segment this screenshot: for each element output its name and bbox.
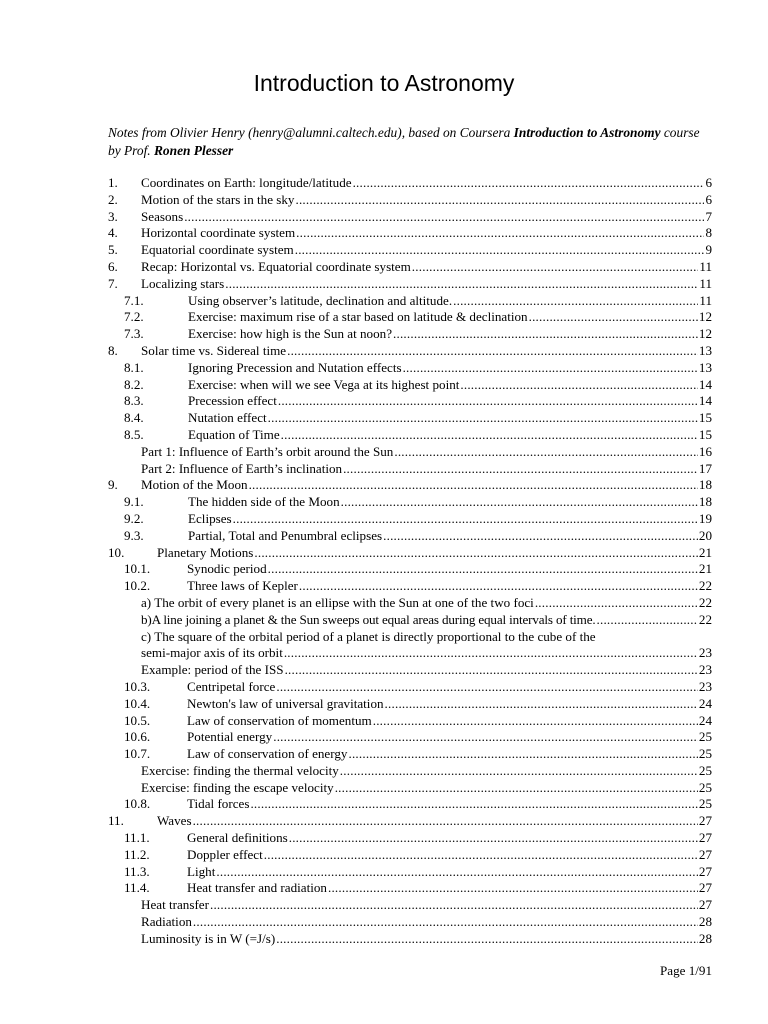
toc-leader-dots — [276, 931, 698, 948]
toc-leader-dots — [250, 796, 697, 813]
professor-name: Ronen Plesser — [154, 143, 234, 158]
toc-entry[interactable] — [108, 696, 712, 713]
toc-entry-page: 11 — [699, 258, 712, 274]
toc-leader-dots — [460, 377, 698, 394]
toc-leader-dots — [393, 326, 698, 343]
toc-entry-number: 10.6. — [124, 729, 151, 745]
toc-entry[interactable] — [108, 662, 712, 679]
toc-entry[interactable] — [108, 360, 712, 377]
toc-entry-number: 7.2. — [124, 309, 144, 325]
toc-entry-page: 7 — [705, 208, 712, 224]
toc-entry-title: Motion of the stars in the sky — [141, 191, 295, 207]
toc-entry-page: 15 — [698, 426, 712, 442]
toc-entry-title: Nutation effect — [188, 410, 267, 426]
toc-leader-dots — [281, 427, 698, 444]
toc-entry-title: b)A line joining a planet & the Sun sweeps out equal areas during equal intervals of time. — [141, 611, 596, 627]
toc-entry[interactable] — [108, 578, 712, 595]
toc-entry-number: 11.4. — [124, 880, 150, 896]
toc-entry-page: 14 — [698, 376, 712, 392]
toc-entry[interactable] — [108, 880, 712, 897]
toc-entry-title: General definitions — [187, 830, 288, 846]
toc-entry[interactable] — [108, 813, 712, 830]
toc-entry-title: Recap: Horizontal vs. Equatorial coordinate system — [141, 258, 411, 274]
toc-entry-title: Equatorial coordinate system — [141, 242, 294, 258]
toc-entry[interactable] — [108, 561, 712, 578]
toc-entry-title: Centripetal force — [187, 678, 276, 694]
toc-entry-page: 12 — [698, 309, 712, 325]
toc-entry[interactable] — [108, 796, 712, 813]
toc-leader-dots — [193, 914, 698, 931]
toc-entry-title: Law of conservation of energy — [187, 746, 348, 762]
notes-middle: course by Prof. — [108, 125, 700, 158]
toc-entry[interactable] — [108, 309, 712, 326]
toc-entry-title: Synodic period — [187, 561, 267, 577]
toc-entry-number: 10.5. — [124, 712, 151, 728]
toc-entry-number: 9.1. — [124, 494, 144, 510]
toc-entry[interactable] — [108, 511, 712, 528]
toc-entry-page: 18 — [698, 494, 712, 510]
toc-entry-number: 3. — [108, 208, 118, 224]
toc-entry[interactable] — [108, 343, 712, 360]
toc-leader-dots — [296, 225, 704, 242]
toc-entry-title: a) The orbit of every planet is an ellipse with the Sun at one of the two foci — [141, 594, 534, 610]
toc-leader-dots — [278, 393, 698, 410]
toc-entry-page: 25 — [698, 746, 712, 762]
toc-entry-title: Horizontal coordinate system — [141, 225, 296, 241]
toc-entry[interactable] — [108, 393, 712, 410]
toc-entry-number: 10.4. — [124, 695, 151, 711]
toc-entry-title: Tidal forces — [187, 796, 250, 812]
toc-entry-page: 21 — [698, 561, 712, 577]
toc-leader-dots — [348, 746, 697, 763]
toc-leader-dots — [340, 763, 698, 780]
toc-entry-title: Exercise: maximum rise of a star based on latitude & declination — [188, 309, 528, 325]
toc-leader-dots — [225, 276, 698, 293]
toc-entry-title: Waves — [157, 813, 192, 829]
toc-entry-title: Luminosity is in W (=J/s) — [141, 930, 276, 946]
toc-entry-title: Part 1: Influence of Earth’s orbit around the Sun — [141, 443, 394, 459]
toc-entry[interactable] — [108, 746, 712, 763]
toc-leader-dots — [328, 880, 698, 897]
toc-entry-number: 11.3. — [124, 863, 150, 879]
toc-leader-dots — [268, 410, 698, 427]
toc-entry-title: Seasons — [141, 208, 184, 224]
toc-entry-wrapped-line: c) The square of the orbital period of a planet is directly proportional to the cube of the — [141, 628, 596, 644]
toc-entry-page: 27 — [698, 863, 712, 879]
toc-entry-page: 23 — [698, 645, 712, 661]
toc-entry-title: Doppler effect — [187, 846, 263, 862]
toc-entry[interactable] — [108, 192, 712, 209]
toc-entry[interactable] — [108, 276, 712, 293]
toc-leader-dots — [249, 477, 698, 494]
toc-entry[interactable] — [108, 595, 712, 612]
toc-entry[interactable] — [108, 612, 712, 629]
toc-entry-number: 2. — [108, 191, 118, 207]
toc-entry-title: Planetary Motions — [157, 544, 254, 560]
toc-entry-number: 4. — [108, 225, 118, 241]
toc-entry-number: 8.5. — [124, 426, 144, 442]
toc-entry-title: Coordinates on Earth: longitude/latitude — [141, 175, 352, 190]
toc-leader-dots — [233, 511, 698, 528]
toc-entry[interactable] — [108, 729, 712, 746]
toc-entry-page: 9 — [705, 242, 712, 258]
toc-leader-dots — [529, 309, 698, 326]
toc-entry-number: 11. — [108, 813, 124, 829]
author-notes — [108, 124, 708, 160]
toc-entry[interactable] — [108, 444, 712, 461]
toc-entry[interactable] — [108, 780, 712, 797]
toc-entry-page: 11 — [699, 292, 712, 308]
toc-entry-number: 1. — [108, 175, 118, 190]
toc-entry-page: 23 — [698, 678, 712, 694]
toc-leader-dots — [210, 897, 698, 914]
toc-entry-number: 6. — [108, 258, 118, 274]
toc-entry[interactable] — [108, 259, 712, 276]
toc-entry-number: 9.3. — [124, 527, 144, 543]
toc-entry-title: Precession effect — [188, 393, 277, 409]
toc-entry-page: 6 — [705, 191, 712, 207]
toc-entry-title: Law of conservation of momentum — [187, 712, 372, 728]
toc-leader-dots — [299, 578, 698, 595]
toc-entry-number: 5. — [108, 242, 118, 258]
toc-entry-page: 22 — [698, 578, 712, 594]
toc-entry-page: 21 — [698, 544, 712, 560]
toc-entry-page: 18 — [698, 477, 712, 493]
toc-leader-dots — [268, 561, 698, 578]
toc-entry-title: Exercise: finding the escape velocity — [141, 779, 334, 795]
toc-entry-page: 25 — [698, 729, 712, 745]
toc-entry[interactable] — [108, 931, 712, 948]
toc-entry[interactable] — [108, 427, 712, 444]
toc-entry[interactable] — [108, 830, 712, 847]
toc-entry-number: 10.8. — [124, 796, 151, 812]
toc-entry-page: 20 — [698, 527, 712, 543]
toc-entry[interactable] — [108, 477, 712, 494]
toc-entry-title: Radiation — [141, 914, 192, 930]
toc-entry[interactable] — [108, 175, 712, 192]
toc-entry-page: 14 — [698, 393, 712, 409]
toc-entry-page: 27 — [698, 830, 712, 846]
toc-entry-title: Part 2: Influence of Earth’s inclination — [141, 460, 343, 476]
toc-entry[interactable] — [108, 528, 712, 545]
toc-entry-number: 10.7. — [124, 746, 151, 762]
toc-entry-title: Ignoring Precession and Nutation effects — [188, 359, 402, 375]
toc-leader-dots — [184, 209, 704, 226]
toc-entry-number: 9. — [108, 477, 118, 493]
toc-entry-page: 23 — [698, 662, 712, 678]
toc-entry[interactable] — [108, 545, 712, 562]
toc-entry[interactable] — [108, 494, 712, 511]
toc-entry-page: 28 — [698, 914, 712, 930]
toc-entry-number: 8.3. — [124, 393, 144, 409]
toc-leader-dots — [453, 293, 698, 310]
toc-entry-title: Exercise: when will we see Vega at its highest point — [188, 376, 460, 392]
toc-entry-page: 19 — [698, 510, 712, 526]
toc-entry-number: 8.1. — [124, 359, 144, 375]
toc-leader-dots — [264, 847, 698, 864]
toc-entry-number: 10. — [108, 544, 125, 560]
toc-entry-page: 27 — [698, 880, 712, 896]
toc-entry-number: 8.4. — [124, 410, 144, 426]
toc-leader-dots — [373, 713, 698, 730]
toc-entry[interactable] — [108, 679, 712, 696]
toc-entry-title: Solar time vs. Sidereal time — [141, 342, 287, 358]
toc-entry[interactable] — [108, 377, 712, 394]
course-name: Introduction to Astronomy — [513, 125, 661, 140]
toc-entry[interactable] — [108, 897, 712, 914]
toc-entry-title: Motion of the Moon — [141, 477, 248, 493]
toc-entry-title: Potential energy — [187, 729, 273, 745]
toc-leader-dots — [343, 461, 698, 478]
toc-entry-page: 24 — [698, 695, 712, 711]
toc-entry-page: 12 — [698, 326, 712, 342]
toc-leader-dots — [535, 595, 698, 612]
toc-entry-page: 25 — [698, 796, 712, 812]
toc-entry-page: 8 — [705, 225, 712, 241]
toc-entry-title: Eclipses — [188, 510, 232, 526]
toc-entry-number: 7. — [108, 275, 118, 291]
toc-entry-number: 11.1. — [124, 830, 150, 846]
toc-leader-dots — [284, 645, 698, 662]
toc-entry[interactable] — [108, 847, 712, 864]
toc-leader-dots — [287, 343, 698, 360]
toc-entry-title: Partial, Total and Penumbral eclipses — [188, 527, 383, 543]
toc-entry-page: 27 — [698, 813, 712, 829]
toc-entry-number: 7.1. — [124, 292, 144, 308]
toc-leader-dots — [295, 242, 705, 259]
toc-entry-page: 13 — [698, 342, 712, 358]
toc-entry-page: 24 — [698, 712, 712, 728]
toc-entry[interactable] — [108, 763, 712, 780]
toc-entry[interactable] — [108, 410, 712, 427]
toc-leader-dots — [289, 830, 698, 847]
page-number-footer: Page 1/91 — [659, 963, 712, 978]
toc-entry-title: Heat transfer and radiation — [187, 880, 327, 896]
toc-entry-page: 16 — [698, 443, 712, 459]
toc-leader-dots — [335, 780, 698, 797]
toc-leader-dots — [383, 528, 698, 545]
toc-entry-number: 8.2. — [124, 376, 144, 392]
toc-leader-dots — [412, 259, 699, 276]
toc-leader-dots — [193, 813, 698, 830]
toc-entry[interactable] — [108, 864, 712, 881]
toc-entry[interactable] — [108, 225, 712, 242]
toc-entry-page: 6 — [705, 175, 712, 190]
document-title: Introduction to Astronomy — [253, 70, 515, 96]
toc-entry-page: 25 — [698, 762, 712, 778]
toc-entry-title: semi-major axis of its orbit — [141, 645, 283, 661]
toc-leader-dots — [394, 444, 698, 461]
toc-entry-page: 15 — [698, 410, 712, 426]
toc-entry-page: 11 — [699, 275, 712, 291]
toc-leader-dots — [341, 494, 698, 511]
toc-leader-dots — [273, 729, 698, 746]
toc-entry-title: Exercise: how high is the Sun at noon? — [188, 326, 393, 342]
toc-entry[interactable] — [108, 713, 712, 730]
toc-leader-dots — [385, 696, 698, 713]
toc-entry-page: 27 — [698, 846, 712, 862]
toc-entry-title: Localizing stars — [141, 275, 225, 291]
toc-entry-title: Light — [187, 863, 216, 879]
toc-entry[interactable] — [108, 242, 712, 259]
toc-leader-dots — [216, 864, 698, 881]
toc-entry-title: Example: period of the ISS — [141, 662, 284, 678]
toc-entry-title: Heat transfer — [141, 897, 209, 913]
toc-entry-number: 10.2. — [124, 578, 151, 594]
toc-entry-title: The hidden side of the Moon — [188, 494, 340, 510]
toc-leader-dots — [285, 662, 698, 679]
toc-entry-title: Using observer’s latitude, declination and altitude. — [188, 292, 453, 308]
toc-leader-dots — [254, 545, 698, 562]
toc-entry[interactable] — [108, 645, 712, 662]
toc-entry-page: 27 — [698, 897, 712, 913]
toc-entry-number: 8. — [108, 342, 118, 358]
table-of-contents — [108, 175, 712, 948]
toc-entry-title: Equation of Time — [188, 426, 280, 442]
toc-leader-dots — [276, 679, 698, 696]
toc-entry-number: 11.2. — [124, 846, 150, 862]
toc-entry-page: 28 — [698, 930, 712, 946]
toc-entry-page: 22 — [698, 594, 712, 610]
toc-leader-dots — [295, 192, 704, 209]
toc-entry-number: 10.1. — [124, 561, 151, 577]
toc-leader-dots — [353, 175, 705, 192]
toc-entry-title: Newton's law of universal gravitation — [187, 695, 384, 711]
toc-entry[interactable] — [108, 461, 712, 478]
toc-entry-number: 9.2. — [124, 510, 144, 526]
toc-entry[interactable] — [108, 914, 712, 931]
toc-leader-dots — [597, 612, 698, 629]
toc-entry-title: Exercise: finding the thermal velocity — [141, 762, 339, 778]
toc-entry[interactable] — [108, 326, 712, 343]
toc-entry-page: 17 — [698, 460, 712, 476]
toc-leader-dots — [403, 360, 698, 377]
toc-entry-number: 7.3. — [124, 326, 144, 342]
toc-entry[interactable] — [108, 209, 712, 226]
toc-entry-title: Three laws of Kepler — [187, 578, 298, 594]
toc-entry-number: 10.3. — [124, 678, 151, 694]
toc-entry-page: 22 — [698, 611, 712, 627]
toc-entry[interactable] — [108, 293, 712, 310]
notes-prefix: Notes from Olivier Henry (henry@alumni.caltech.edu), based on Coursera — [108, 125, 514, 140]
toc-entry-page: 25 — [698, 779, 712, 795]
toc-entry-page: 13 — [698, 359, 712, 375]
